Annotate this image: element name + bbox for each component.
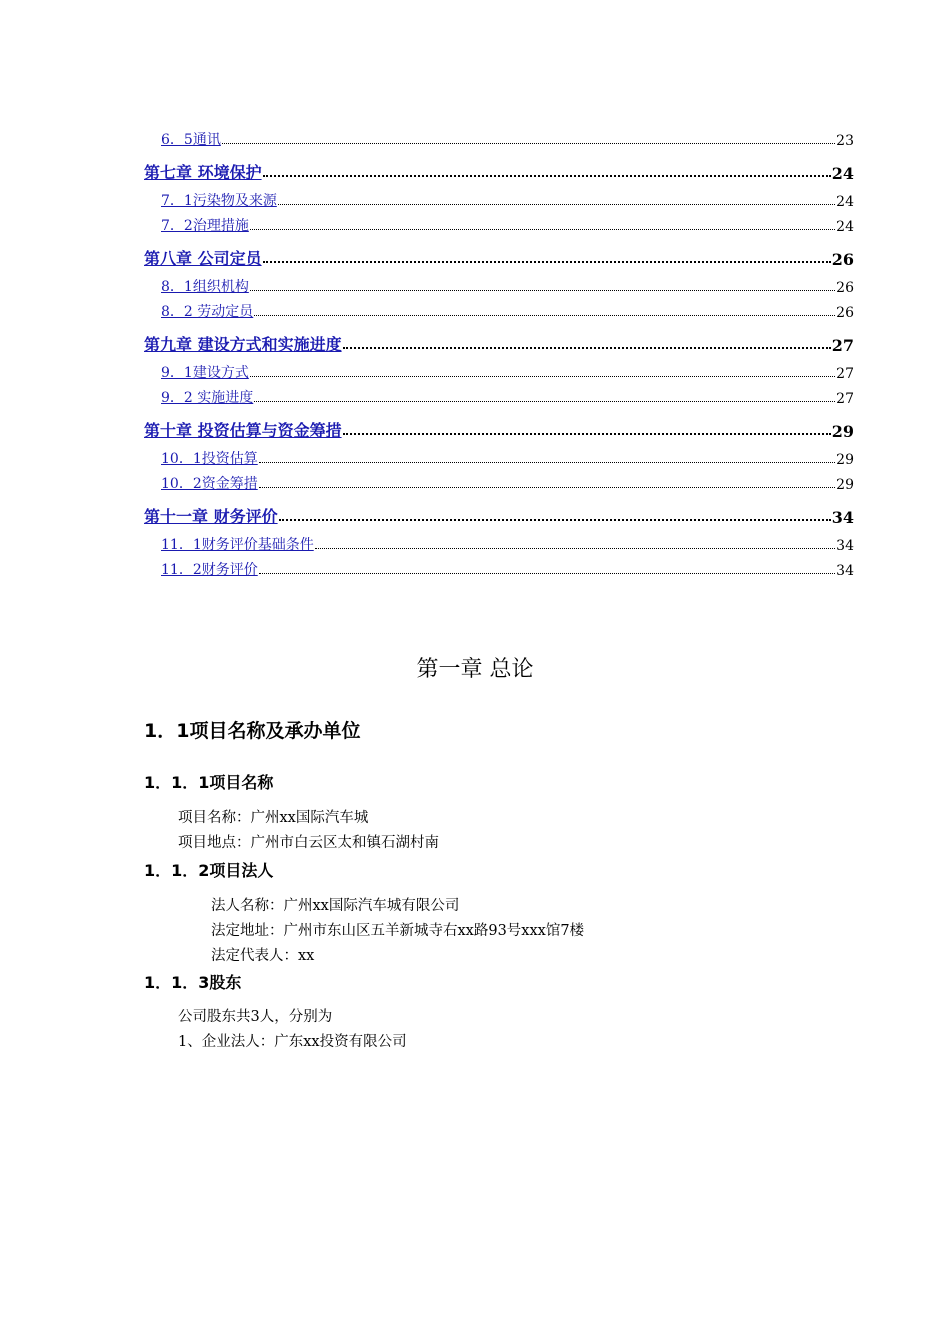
legal-person-block	[211, 894, 584, 969]
toc-page-number: 23	[836, 133, 854, 149]
toc-page-number: 26	[836, 280, 854, 296]
toc-chapter-entry[interactable]	[144, 321, 854, 355]
toc-dot-leader	[259, 461, 835, 463]
toc-dot-leader	[259, 486, 835, 488]
toc-page-number: 34	[836, 563, 854, 579]
toc-dot-leader	[263, 174, 831, 177]
toc-dot-leader	[315, 547, 835, 549]
toc-section-entry[interactable]	[144, 210, 854, 235]
toc-chapter-entry[interactable]	[144, 149, 854, 183]
toc-entry-link[interactable]: 10．1投资估算	[161, 451, 258, 467]
toc-dot-leader	[222, 142, 835, 144]
toc-dot-leader	[279, 518, 831, 521]
toc-dot-leader	[254, 314, 835, 316]
toc-page-number: 26	[836, 305, 854, 321]
toc-dot-leader	[250, 375, 835, 377]
toc-page-number: 24	[836, 219, 854, 235]
paragraph-line: 1、企业法人：广东xx投资有限公司	[178, 1034, 407, 1050]
toc-entry-link[interactable]: 7．1污染物及来源	[161, 193, 277, 209]
toc-entry-link[interactable]: 第十章 投资估算与资金筹措	[144, 421, 342, 440]
chapter-title: 第一章 总论	[416, 657, 534, 682]
toc-dot-leader	[343, 432, 831, 435]
paragraph-line: 法人名称：广州xx国际汽车城有限公司	[211, 898, 460, 914]
toc-section-entry[interactable]	[144, 296, 854, 321]
paragraph-line: 法定代表人：xx	[211, 948, 315, 964]
subsection-heading-project-name: 1．1．1项目名称	[144, 773, 274, 792]
toc-dot-leader	[278, 203, 835, 205]
toc-page-number: 26	[831, 250, 854, 269]
toc-page-number: 27	[836, 391, 854, 407]
toc-entry-link[interactable]: 11．1财务评价基础条件	[161, 537, 314, 553]
toc-dot-leader	[263, 260, 831, 263]
toc-entry-link[interactable]: 9．1建设方式	[161, 365, 249, 381]
toc-chapter-entry[interactable]	[144, 407, 854, 441]
paragraph-line: 法定地址：广州市东山区五羊新城寺右xx路93号xxx馆7楼	[211, 923, 585, 939]
table-of-contents	[144, 124, 854, 579]
toc-chapter-entry[interactable]	[144, 235, 854, 269]
paragraph-line: 项目地点：广州市白云区太和镇石湖村南	[178, 835, 439, 851]
toc-entry-link[interactable]: 9．2 实施进度	[161, 390, 254, 406]
toc-page-number: 29	[836, 477, 854, 493]
toc-section-entry[interactable]	[144, 529, 854, 554]
paragraph-line: 项目名称：广州xx国际汽车城	[178, 810, 369, 826]
toc-page-number: 29	[831, 422, 854, 441]
toc-entry-link[interactable]: 6．5通讯	[161, 132, 221, 148]
toc-dot-leader	[343, 346, 831, 349]
toc-entry-link[interactable]: 8．2 劳动定员	[161, 304, 254, 320]
toc-page-number: 34	[836, 538, 854, 554]
toc-section-entry[interactable]	[144, 124, 854, 149]
toc-entry-link[interactable]: 10．2资金筹措	[161, 476, 258, 492]
toc-dot-leader	[250, 289, 835, 291]
toc-entry-link[interactable]: 第十一章 财务评价	[144, 507, 278, 526]
toc-entry-link[interactable]: 第八章 公司定员	[144, 249, 262, 268]
toc-page-number: 27	[836, 366, 854, 382]
toc-page-number: 27	[831, 336, 854, 355]
toc-section-entry[interactable]	[144, 382, 854, 407]
toc-entry-link[interactable]: 7．2治理措施	[161, 218, 249, 234]
toc-section-entry[interactable]	[144, 443, 854, 468]
toc-page-number: 24	[831, 164, 854, 183]
project-name-block	[178, 806, 439, 856]
subsection-heading-legal-person: 1．1．2项目法人	[144, 861, 274, 880]
toc-section-entry[interactable]	[144, 185, 854, 210]
toc-dot-leader	[259, 572, 835, 574]
toc-section-entry[interactable]	[144, 554, 854, 579]
section-heading: 1．1项目名称及承办单位	[144, 720, 361, 742]
toc-page-number: 34	[831, 508, 854, 527]
toc-section-entry[interactable]	[144, 357, 854, 382]
toc-page-number: 29	[836, 452, 854, 468]
toc-section-entry[interactable]	[144, 271, 854, 296]
toc-section-entry[interactable]	[144, 468, 854, 493]
toc-entry-link[interactable]: 第九章 建设方式和实施进度	[144, 335, 342, 354]
shareholders-block	[178, 1005, 407, 1055]
paragraph-line: 公司股东共3人，分别为	[178, 1009, 333, 1025]
toc-dot-leader	[250, 228, 835, 230]
subsection-heading-shareholders: 1．1．3股东	[144, 973, 242, 992]
toc-entry-link[interactable]: 8．1组织机构	[161, 279, 249, 295]
toc-entry-link[interactable]: 11．2财务评价	[161, 562, 258, 578]
toc-page-number: 24	[836, 194, 854, 210]
toc-dot-leader	[254, 400, 835, 402]
toc-chapter-entry[interactable]	[144, 493, 854, 527]
toc-entry-link[interactable]: 第七章 环境保护	[144, 163, 262, 182]
